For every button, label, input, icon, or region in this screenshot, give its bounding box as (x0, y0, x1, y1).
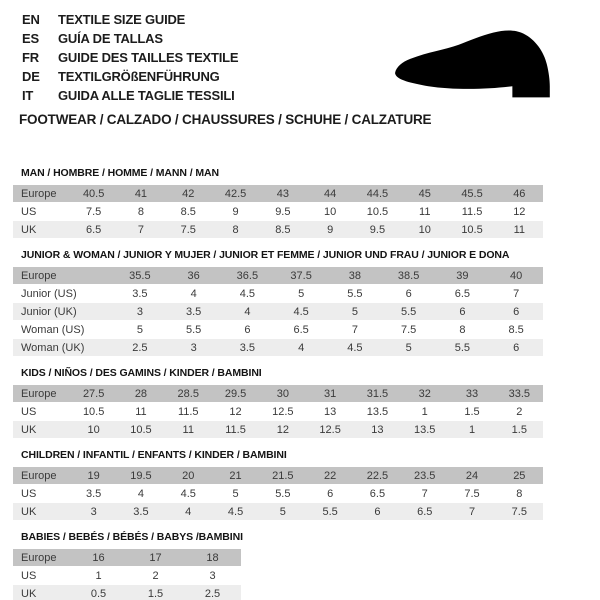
size-cell: 6 (327, 487, 334, 500)
size-cell: 36 (187, 269, 200, 282)
size-cell: 6 (513, 341, 520, 354)
row-label: US (21, 405, 37, 418)
size-cell: 5.5 (347, 287, 363, 300)
language-code: IT (22, 88, 34, 103)
language-label: GUIDA ALLE TAGLIE TESSILI (58, 88, 235, 103)
language-code: FR (22, 50, 39, 65)
table-row (13, 303, 543, 320)
size-cell: 12.5 (272, 405, 294, 418)
size-cell: 27.5 (82, 387, 105, 400)
size-cell: 6 (244, 323, 251, 336)
size-cell: 2 (152, 569, 159, 582)
row-label: US (21, 569, 37, 582)
row-label: UK (21, 587, 37, 600)
section-title: BABIES / BEBÉS / BÉBÉS / BABYS /BAMBINI (21, 531, 243, 543)
table-row (13, 467, 543, 484)
size-cell: 4.5 (227, 505, 244, 518)
size-cell: 4.5 (293, 305, 309, 318)
language-row (22, 67, 238, 86)
size-cell: 10.5 (366, 205, 389, 218)
row-label: Woman (US) (21, 323, 85, 336)
size-cell: 11 (513, 223, 526, 236)
size-cell: 11 (182, 423, 194, 436)
size-cell: 3 (190, 341, 197, 354)
row-label: Europe (21, 469, 57, 482)
size-cell: 11 (135, 405, 147, 418)
section-title: MAN / HOMBRE / HOMME / MANN / MAN (21, 167, 219, 179)
size-cell: 5.5 (400, 305, 417, 318)
size-cell: 4 (137, 487, 144, 500)
size-cell: 25 (513, 469, 526, 482)
category-line: FOOTWEAR / CALZADO / CHAUSSURES / SCHUHE / CALZATURE (19, 112, 432, 127)
size-cell: 21 (229, 469, 242, 482)
size-cell: 1.5 (511, 423, 527, 436)
table-row (13, 421, 543, 438)
size-table (13, 385, 543, 438)
size-cell: 10 (87, 423, 100, 436)
size-cell: 20 (182, 469, 195, 482)
size-cell: 5 (136, 323, 143, 336)
size-table (13, 549, 241, 600)
size-cell: 1 (95, 569, 102, 582)
size-cell: 45 (418, 187, 431, 200)
table-row (13, 267, 543, 284)
size-cell: 13 (324, 405, 337, 418)
size-cell: 3.5 (86, 487, 102, 500)
size-cell: 46 (513, 187, 526, 200)
size-cell: 7.5 (400, 323, 417, 336)
size-cell: 12 (513, 205, 526, 218)
table-row (13, 185, 543, 202)
size-cell: 32 (418, 387, 431, 400)
size-cell: 6.5 (86, 223, 102, 236)
size-cell: 41 (134, 187, 148, 200)
size-cell: 10 (324, 205, 337, 218)
size-table (13, 267, 543, 356)
size-cell: 21.5 (272, 469, 294, 482)
table-row (13, 203, 543, 220)
size-cell: 36.5 (236, 269, 259, 282)
size-cell: 22.5 (366, 469, 389, 482)
size-cell: 7.5 (511, 505, 527, 518)
size-cell: 44 (324, 187, 337, 200)
row-label: Junior (US) (21, 287, 77, 300)
size-cell: 7.5 (180, 223, 196, 236)
size-cell: 4 (298, 341, 305, 354)
size-cell: 7 (351, 323, 358, 336)
size-cell: 12.5 (319, 423, 341, 436)
size-cell: 11.5 (461, 205, 483, 218)
size-cell: 1 (421, 405, 428, 418)
language-title-list (22, 10, 238, 105)
size-cell: 13.5 (414, 423, 436, 436)
size-section (13, 531, 587, 600)
size-cell: 6 (374, 505, 381, 518)
row-label: Europe (21, 187, 57, 200)
table-row (13, 403, 543, 420)
size-section (13, 449, 587, 520)
size-cell: 5 (351, 305, 358, 318)
size-cell: 23.5 (414, 469, 436, 482)
size-cell: 9.5 (275, 205, 291, 218)
size-table (13, 185, 543, 238)
size-cell: 4.5 (180, 487, 196, 500)
size-cell: 12 (229, 405, 242, 418)
size-cell: 38 (348, 269, 361, 282)
size-cell: 40 (510, 269, 523, 282)
size-cell: 11 (419, 205, 431, 218)
section-title: CHILDREN / INFANTIL / ENFANTS / KINDER / BAMBINI (21, 449, 287, 461)
size-cell: 2.5 (132, 341, 148, 354)
table-row (13, 385, 543, 402)
size-cell: 3.5 (239, 341, 256, 354)
size-cell: 22 (324, 469, 337, 482)
language-label: TEXTILGRÖßENFÜHRUNG (58, 69, 220, 84)
size-cell: 6.5 (369, 487, 386, 500)
size-cell: 8.5 (275, 223, 291, 236)
size-cell: 7.5 (86, 205, 102, 218)
size-cell: 33 (465, 387, 479, 400)
size-cell: 7 (513, 287, 520, 300)
language-row (22, 10, 238, 29)
size-cell: 2 (516, 405, 523, 418)
size-cell: 6 (459, 305, 466, 318)
size-cell: 8 (516, 487, 523, 500)
size-cell: 2.5 (204, 587, 221, 600)
size-cell: 4.5 (347, 341, 363, 354)
row-label: UK (21, 223, 37, 236)
size-cell: 10 (418, 223, 431, 236)
size-cell: 8 (232, 223, 239, 236)
size-cell: 5 (405, 341, 412, 354)
size-cell: 3 (209, 569, 216, 582)
language-row (22, 86, 238, 105)
row-label: Europe (21, 551, 57, 564)
row-label: Europe (21, 387, 57, 400)
language-row (22, 48, 238, 67)
size-section (13, 167, 587, 238)
size-cell: 7 (137, 223, 144, 236)
table-row (13, 221, 543, 238)
size-cell: 40.5 (82, 187, 105, 200)
language-row (22, 29, 238, 48)
size-cell: 35.5 (129, 269, 151, 282)
size-cell: 37.5 (290, 269, 312, 282)
size-cell: 3.5 (133, 505, 149, 518)
language-label: GUIDE DES TAILLES TEXTILE (58, 50, 239, 65)
size-cell: 4 (185, 505, 192, 518)
size-cell: 7 (468, 505, 476, 518)
size-cell: 11.5 (177, 405, 199, 418)
size-cell: 8.5 (508, 323, 524, 336)
size-cell: 18 (206, 551, 219, 564)
table-row (13, 585, 241, 600)
size-cell: 1 (468, 423, 476, 436)
size-cell: 16 (92, 551, 105, 564)
size-cell: 5.5 (275, 487, 291, 500)
size-cell: 7.5 (464, 487, 480, 500)
table-row (13, 321, 543, 338)
size-cell: 29.5 (224, 387, 247, 400)
size-cell: 38.5 (397, 269, 420, 282)
table-row (13, 503, 543, 520)
language-code: ES (22, 31, 39, 46)
size-cell: 1.5 (147, 587, 164, 600)
size-cell: 5.5 (322, 505, 338, 518)
size-cell: 19.5 (130, 469, 152, 482)
size-cell: 10.5 (82, 405, 105, 418)
size-cell: 24 (465, 469, 479, 482)
row-label: Europe (21, 269, 57, 282)
size-cell: 3 (90, 505, 97, 518)
size-section (13, 249, 587, 356)
size-cell: 19 (87, 469, 100, 482)
size-cell: 5.5 (185, 323, 202, 336)
size-cell: 8 (137, 205, 144, 218)
size-cell: 42 (182, 187, 195, 200)
size-cell: 5.5 (454, 341, 471, 354)
size-section (13, 367, 587, 438)
size-cell: 9.5 (369, 223, 386, 236)
size-cell: 5 (279, 505, 286, 518)
table-row (13, 339, 543, 356)
section-title: KIDS / NIÑOS / DES GAMINS / KINDER / BAMBINI (21, 367, 262, 379)
language-code: EN (22, 12, 40, 27)
shoe-icon (392, 27, 568, 103)
size-cell: 10.5 (461, 223, 483, 236)
table-row (13, 285, 543, 302)
size-cell: 9 (327, 223, 334, 236)
size-cell: 9 (232, 205, 239, 218)
size-cell: 6 (405, 287, 412, 300)
language-label: GUÍA DE TALLAS (58, 31, 163, 46)
size-cell: 28 (134, 387, 148, 400)
size-cell: 31.5 (366, 387, 389, 400)
size-cell: 42.5 (224, 187, 247, 200)
row-label: UK (21, 505, 37, 518)
size-cell: 11.5 (225, 423, 246, 436)
size-cell: 6.5 (454, 287, 471, 300)
size-cell: 30 (276, 387, 289, 400)
row-label: UK (21, 423, 37, 436)
size-cell: 4.5 (239, 287, 256, 300)
size-cell: 17 (149, 551, 162, 564)
size-cell: 45.5 (461, 187, 483, 200)
size-cell: 8.5 (180, 205, 196, 218)
size-cell: 4 (190, 287, 197, 300)
size-cell: 10.5 (130, 423, 152, 436)
size-cell: 5 (232, 487, 239, 500)
size-cell: 6.5 (293, 323, 309, 336)
size-tables (13, 167, 587, 600)
size-cell: 7 (421, 487, 428, 500)
size-cell: 8 (459, 323, 466, 336)
size-cell: 39 (456, 269, 469, 282)
size-cell: 44.5 (366, 187, 389, 200)
row-label: Junior (UK) (21, 305, 77, 318)
language-label: TEXTILE SIZE GUIDE (58, 12, 186, 27)
size-cell: 6.5 (417, 505, 433, 518)
table-row (13, 549, 241, 566)
size-cell: 6 (513, 305, 520, 318)
size-cell: 33.5 (508, 387, 531, 400)
size-cell: 1.5 (464, 405, 480, 418)
size-cell: 4 (244, 305, 251, 318)
size-cell: 13.5 (366, 405, 389, 418)
size-cell: 0.5 (90, 587, 107, 600)
row-label: Woman (UK) (21, 341, 85, 354)
size-cell: 13 (371, 423, 384, 436)
size-cell: 12 (276, 423, 289, 436)
table-row (13, 567, 241, 584)
size-table (13, 467, 543, 520)
table-row (13, 485, 543, 502)
size-cell: 3 (136, 305, 143, 318)
size-cell: 3.5 (185, 305, 202, 318)
row-label: US (21, 205, 37, 218)
size-cell: 3.5 (132, 287, 148, 300)
language-code: DE (22, 69, 40, 84)
size-cell: 31 (324, 387, 337, 400)
size-cell: 5 (298, 287, 305, 300)
size-cell: 43 (276, 187, 289, 200)
row-label: US (21, 487, 37, 500)
section-title: JUNIOR & WOMAN / JUNIOR Y MUJER / JUNIOR ET FEMME / JUNIOR UND FRAU / JUNIOR E DONA (21, 249, 510, 261)
size-cell: 28.5 (177, 387, 199, 400)
